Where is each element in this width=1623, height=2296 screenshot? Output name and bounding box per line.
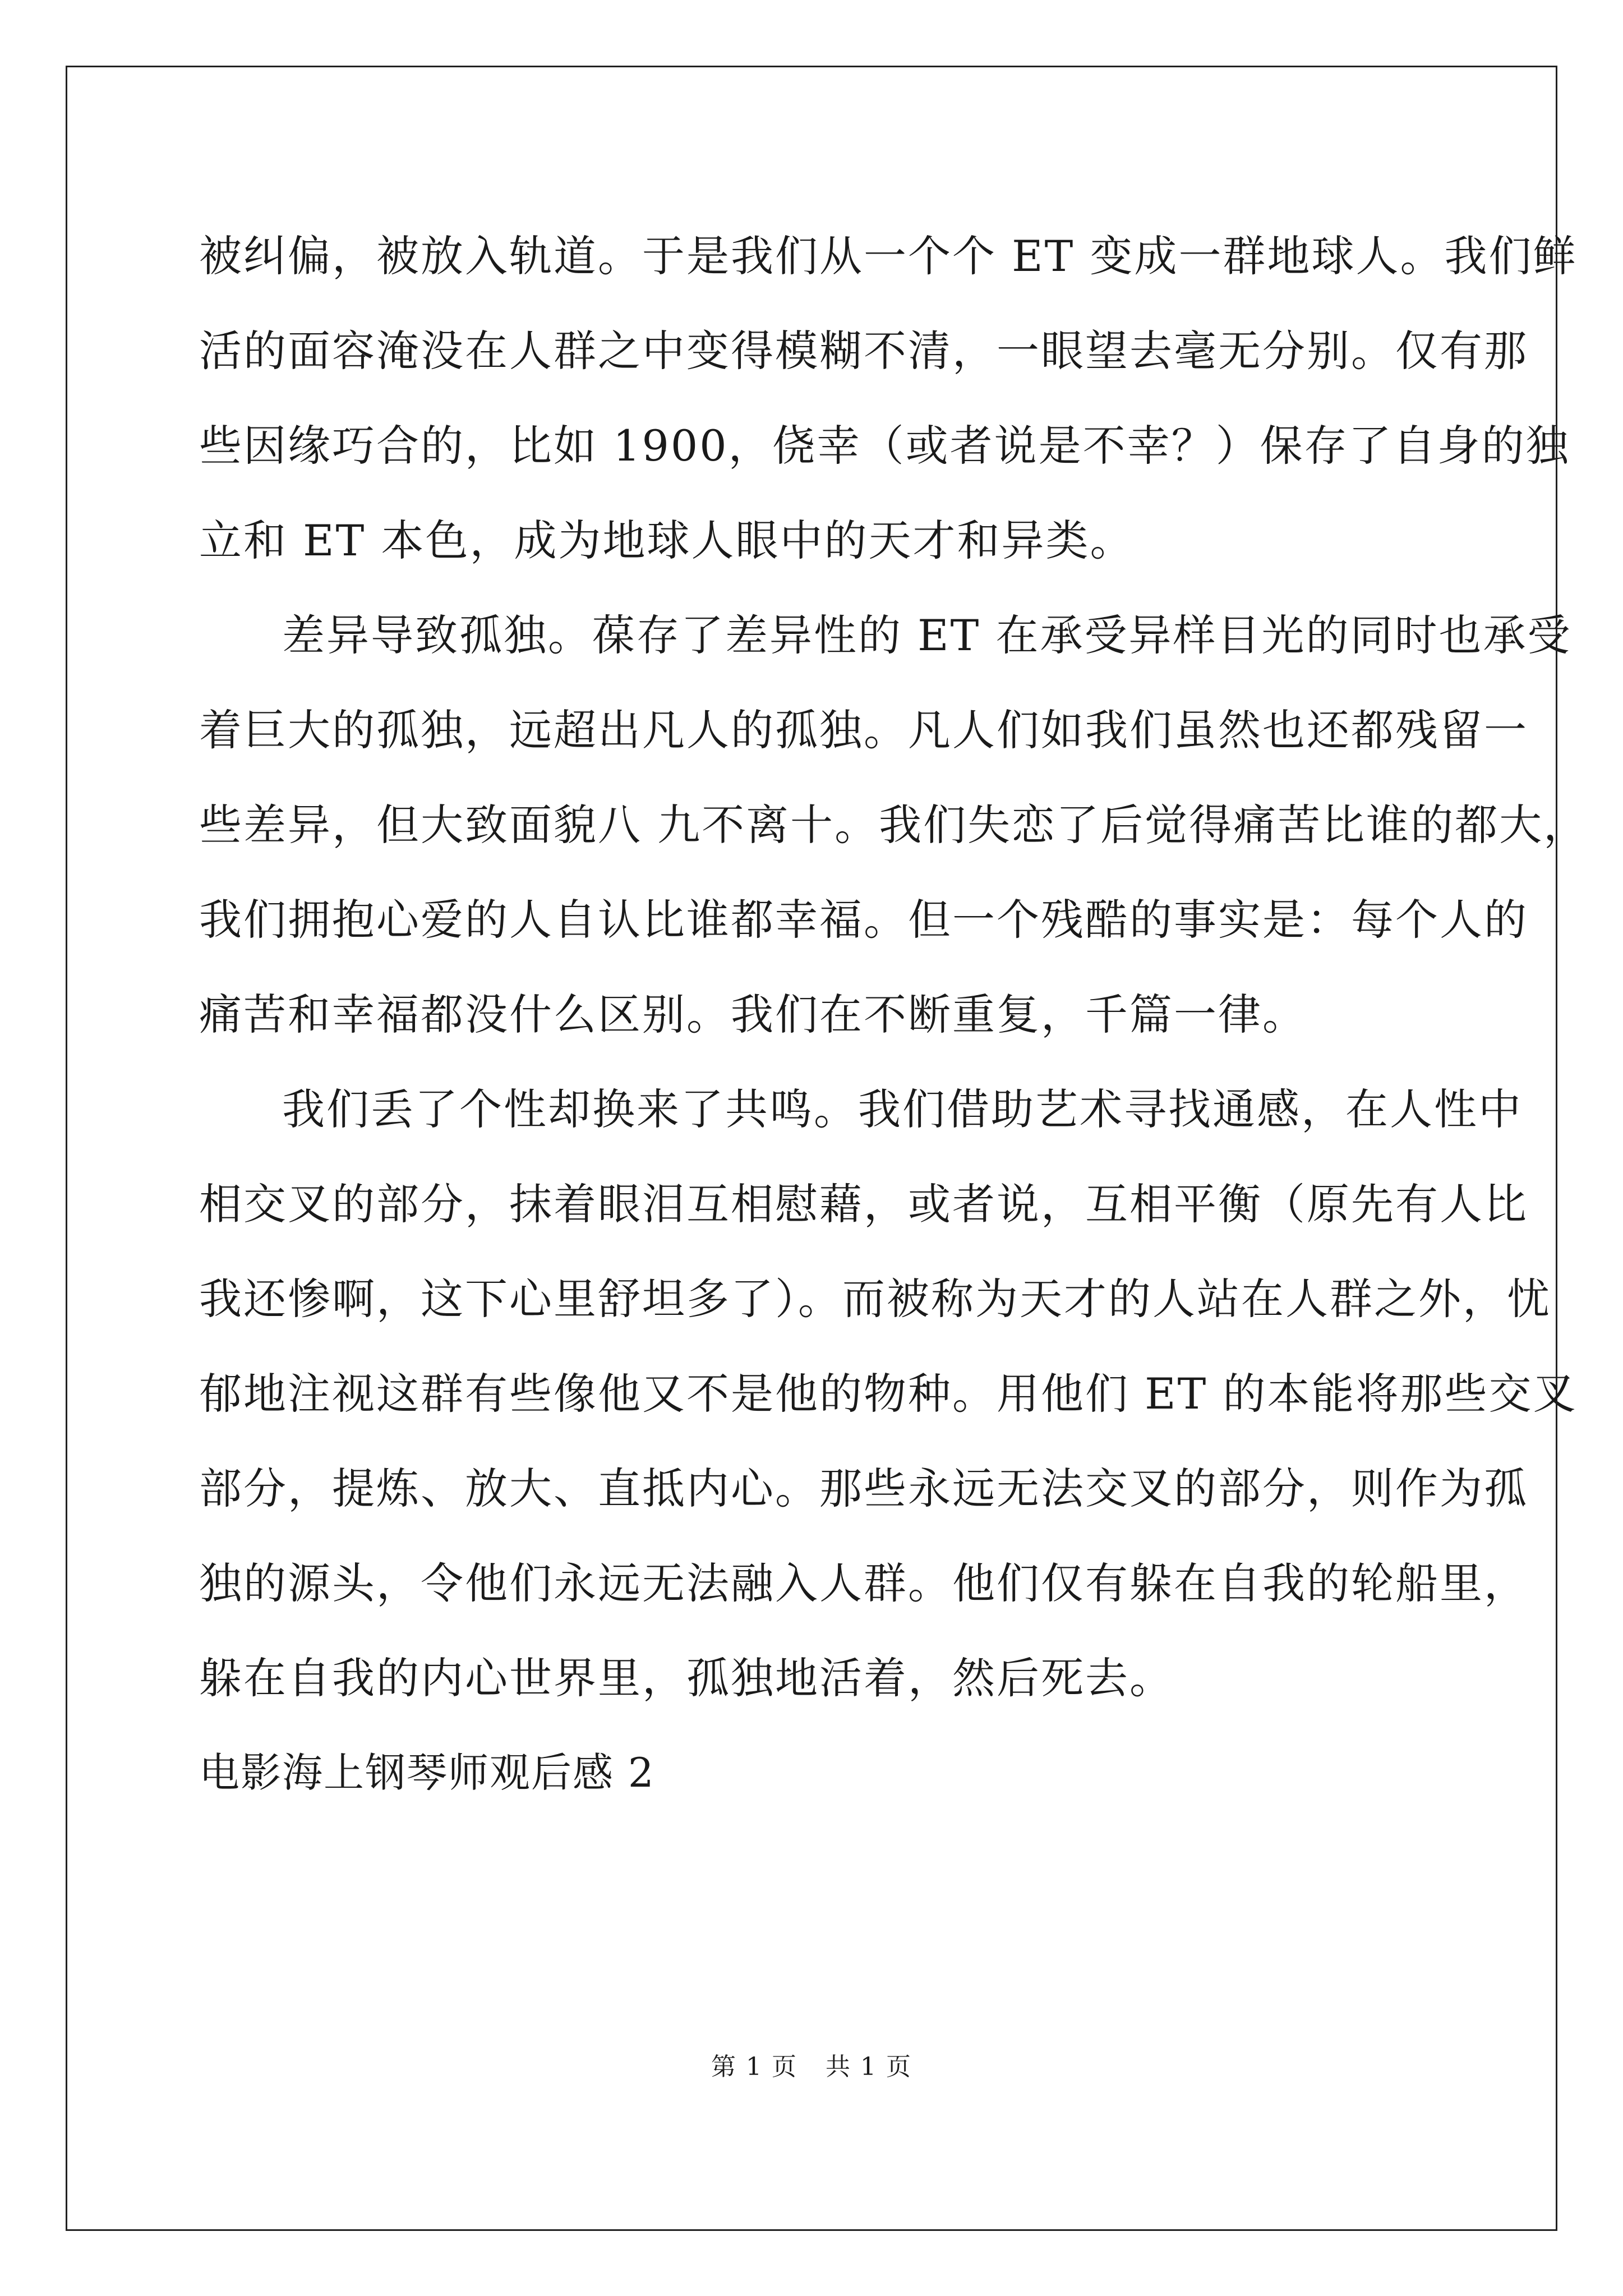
text-line: 躲在自我的内心世界里，孤独地活着，然后死去。: [199, 1653, 1174, 1703]
paragraph-1: [199, 209, 1578, 588]
text-line: 痛苦和幸福都没什么区别。我们在不断重复，千篇一律。: [199, 990, 1307, 1039]
text-line: 立和 ET 本色，成为地球人眼中的天才和异类。: [199, 516, 1135, 565]
text-line: 些差异，但大致面貌八 九不离十。我们失恋了后觉得痛苦比谁的都大，: [199, 800, 1588, 850]
text-line: 相交叉的部分，抹着眼泪互相慰藉，或者说，互相平衡（原先有人比: [199, 1179, 1528, 1229]
section-heading: 电影海上钢琴师观后感 2: [199, 1749, 655, 1796]
text-line: 差异导致孤独。葆存了差异性的 ET 在承受异样目光的同时也承受: [282, 610, 1572, 660]
text-line: 着巨大的孤独，远超出凡人的孤独。凡人们如我们虽然也还都残留一: [199, 705, 1528, 755]
page-total: 共 1 页: [826, 2053, 912, 2081]
text-line: 郁地注视这群有些像他又不是他的物种。用他们 ET 的本能将那些交叉: [199, 1369, 1578, 1419]
document-body: [199, 209, 1588, 1820]
paragraph-3: [199, 1062, 1578, 1726]
paragraph-2: [199, 588, 1588, 1062]
text-line: 我们拥抱心爱的人自认比谁都幸福。但一个残酷的事实是：每个人的: [199, 895, 1528, 945]
text-line: 独的源头，令他们永远无法融入人群。他们仅有躲在自我的轮船里，: [199, 1558, 1528, 1608]
page-number: 第 1 页: [711, 2053, 797, 2081]
text-line: 被纠偏，被放入轨道。于是我们从一个个 ET 变成一群地球人。我们鲜: [199, 231, 1578, 281]
text-line: 我还惨啊，这下心里舒坦多了）。而被称为天才的人站在人群之外，忧: [199, 1274, 1551, 1324]
text-line: 我们丢了个性却换来了共鸣。我们借助艺术寻找通感，在人性中: [282, 1084, 1523, 1134]
page-footer: [0, 2050, 1623, 2084]
text-line: 些因缘巧合的，比如 1900，侥幸（或者说是不幸？）保存了自身的独: [199, 421, 1570, 471]
text-line: 活的面容淹没在人群之中变得模糊不清，一眼望去毫无分别。仅有那: [199, 326, 1528, 376]
text-line: 部分，提炼、放大、直抵内心。那些永远无法交叉的部分，则作为孤: [199, 1464, 1528, 1513]
